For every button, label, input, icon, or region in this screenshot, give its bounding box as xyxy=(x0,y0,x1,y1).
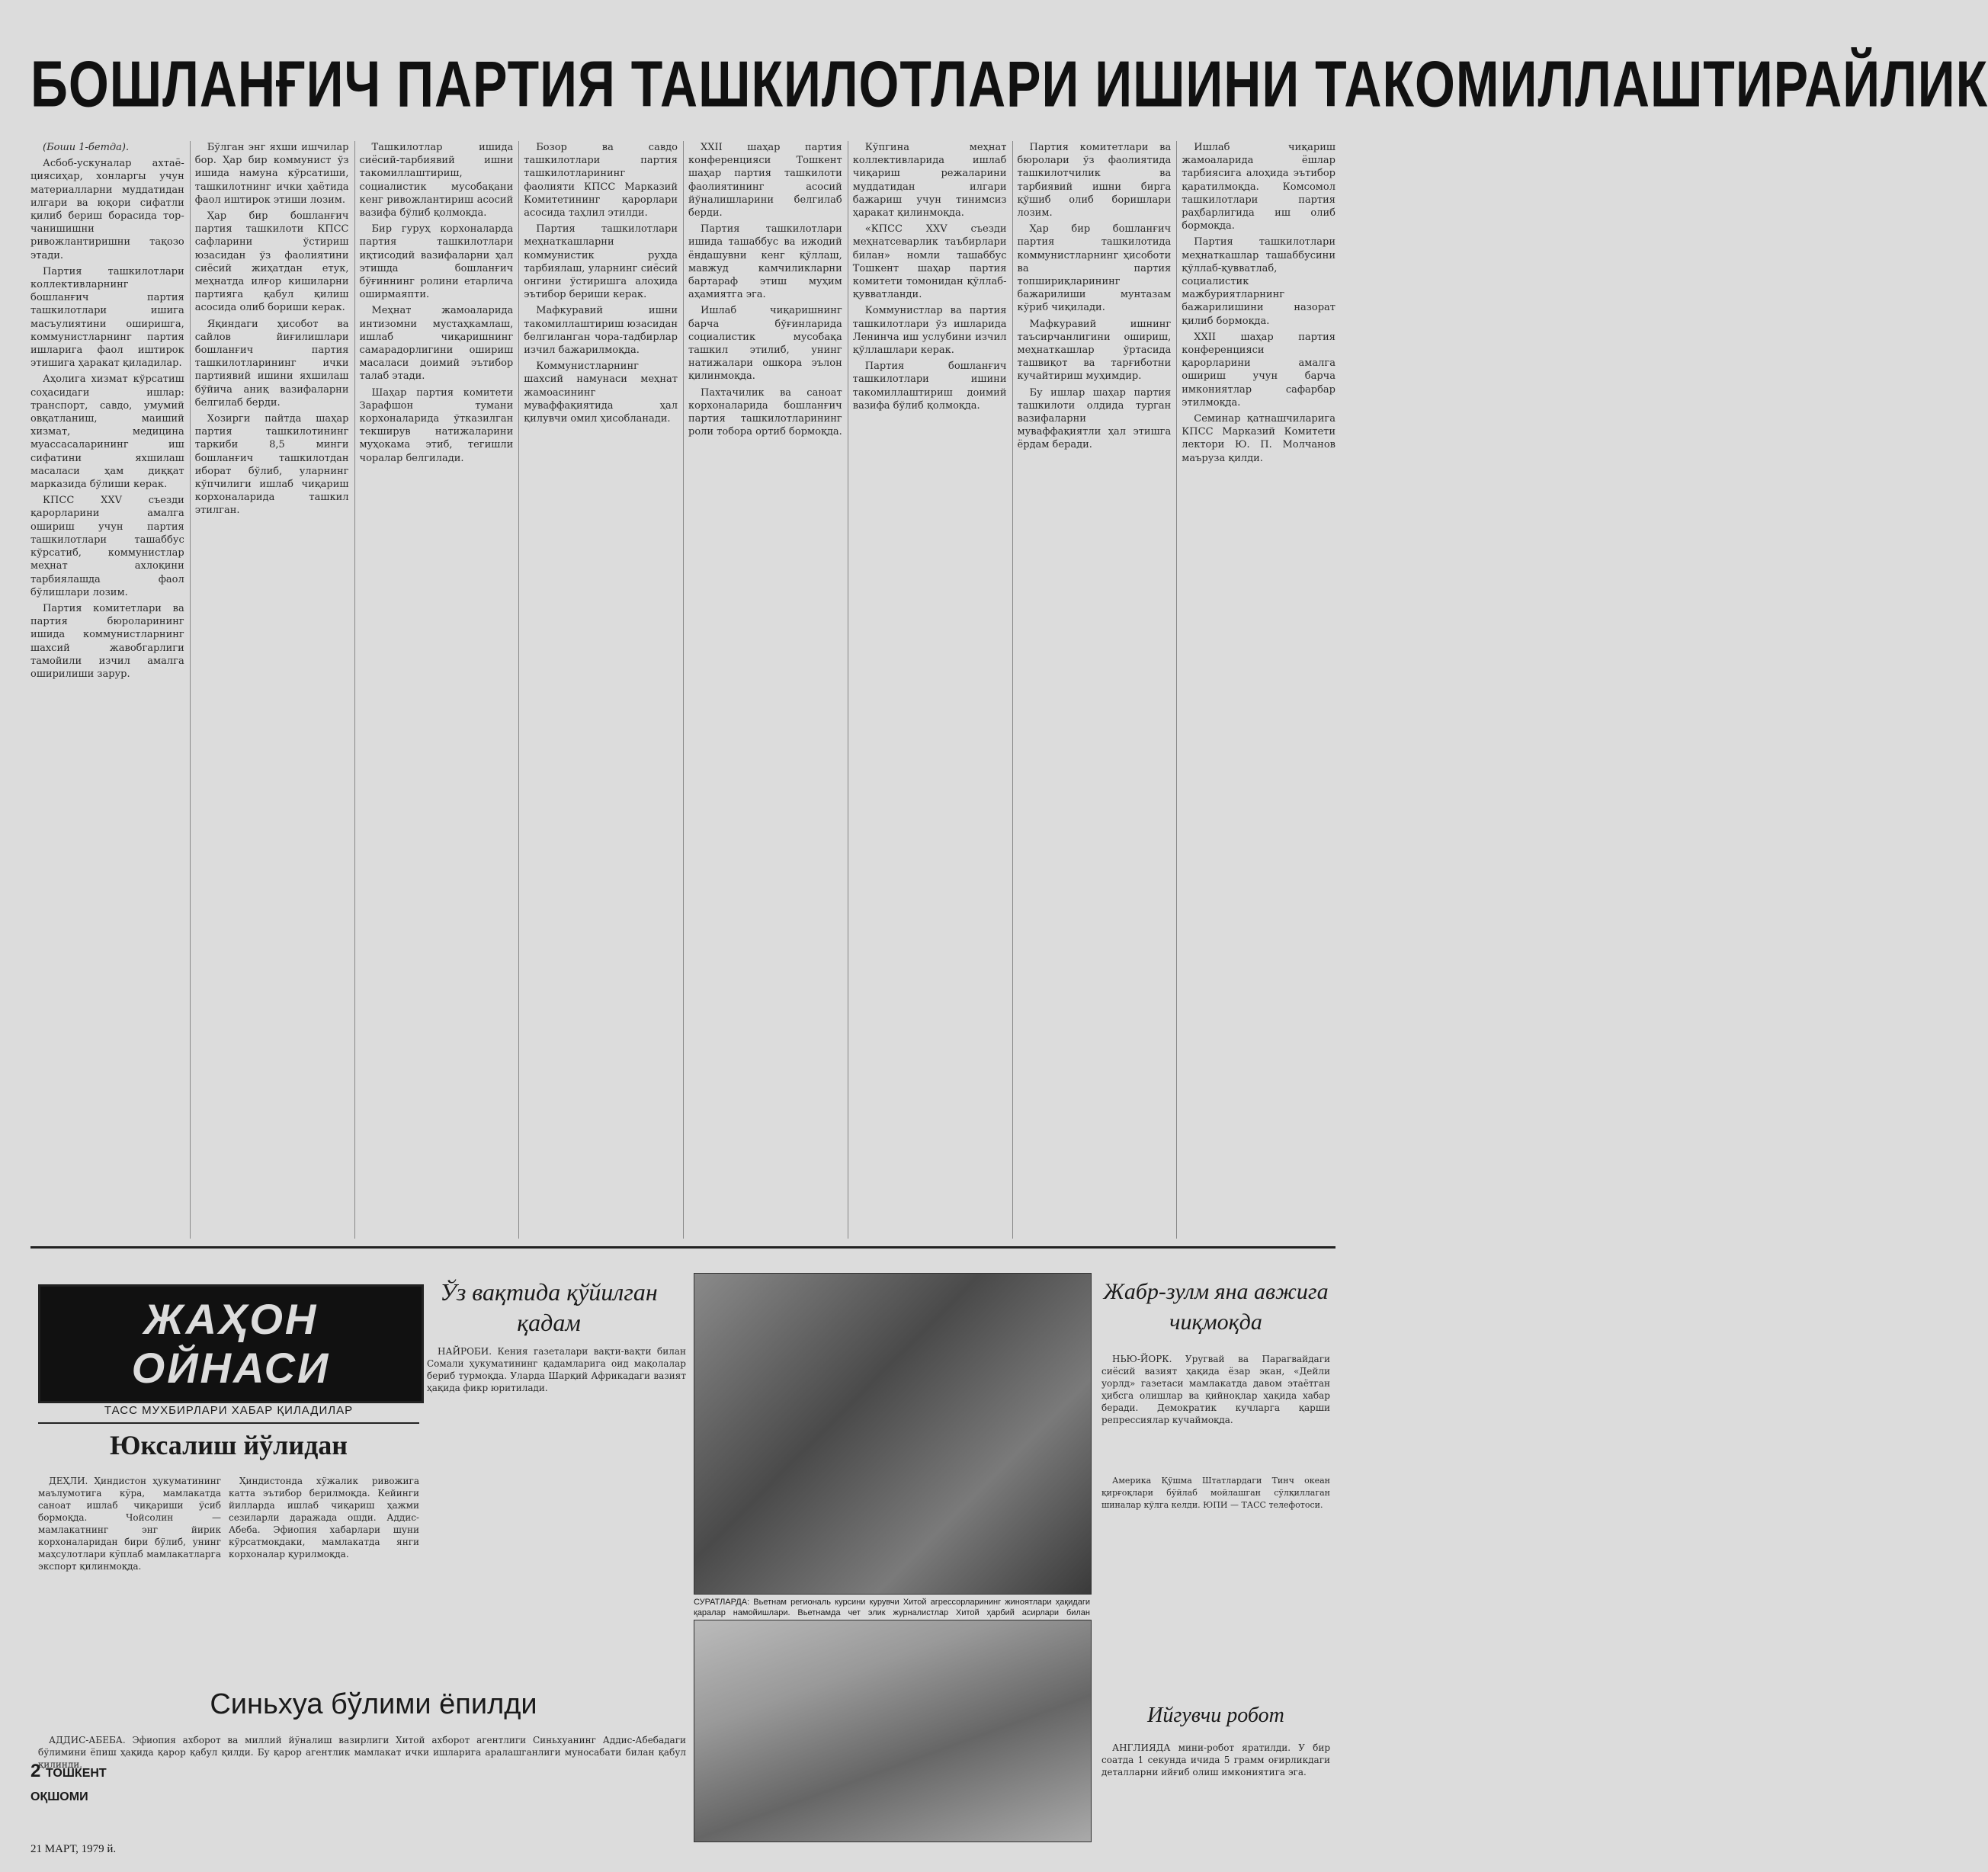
article-paragraph: Ташкилотлар ишида сиёсий-тарбиявий ишни такомиллаштириш, социалистик мусобақани кенг ривожлантириш асосий вазифа бўлиб қолмоқда. xyxy=(359,142,514,220)
article-paragraph: Мафкуравий ишни такомиллаштириш юзасидан белгиланган чора-тадбирлар изчил бажарилмоқда. xyxy=(524,305,678,357)
article-paragraph: Бу ишлар шаҳар партия ташкилоти олдида турган вазифаларни муваффақиятли ҳал этишга ёрдам беради. xyxy=(1017,386,1172,451)
article-paragraph: КПСС XXV съезди қарорларини амалга ошириш учун партия ташкилотлари ташаббус кўрсатиб, коммунистлар меҳнат ахлоқини тарбиялашда фаол бўлишлари лозим. xyxy=(30,495,184,598)
column-rule xyxy=(518,141,519,1239)
column-rule xyxy=(683,141,684,1239)
news-photo-top xyxy=(694,1273,1092,1595)
story-paragraph: НАЙРОБИ. Кения газеталари вақти-вақти билан Сомали ҳукуматининг қадамларига оид мақолалар бериб турмоқда. Уларда Шарқий Африкадаги вазият ҳақида фикр юритилади. xyxy=(427,1346,686,1393)
article-paragraph: Бозор ва савдо ташкилотлари партия ташкилотларининг фаолияти КПСС Марказий Комитетининг қарорлари асосида таҳлил этилди. xyxy=(524,142,678,220)
article-paragraph: Партия бошланғич ташкилотлари ишини такомиллаштириш доимий вазифа бўлиб қолмоқда. xyxy=(852,361,1007,412)
article-paragraph: Ишлаб чиқаришнинг барча бўғинларида социалистик мусобақа ташкил этилиб, унинг натижалари ошкора эълон қилинмоқда. xyxy=(688,305,842,383)
article-paragraph: Партия комитетлари ва бюролари ўз фаолиятида ташкилотчилик ва тарбиявий ишни бирга қўшиб олиб боришлари лозим. xyxy=(1017,142,1172,220)
article-lead: (Боши 1-бетда). xyxy=(43,142,130,153)
section-divider xyxy=(30,1246,1335,1249)
column-rule xyxy=(190,141,191,1239)
newspaper-logo xyxy=(30,1761,152,1806)
main-headline: БОШЛАНҒИЧ ПАРТИЯ ТАШКИЛОТЛАРИ ИШИНИ ТАКОМИЛЛАШТИРАЙЛИК xyxy=(30,48,1988,121)
story-title-timely-step: Ўз вақтида қўйилган қадам xyxy=(440,1278,658,1336)
story-body-robot xyxy=(1101,1742,1330,1841)
world-news-title: ЖАҲОН ОЙНАСИ xyxy=(131,1295,331,1392)
article-column xyxy=(30,141,184,1239)
article-paragraph: Партия ташкилотлари ишида ташаббус ва ижодий ёндашувни кенг қўллаш, мавжуд камчиликларни бартараф этиш муҳим аҳамиятга эга. xyxy=(688,223,842,301)
story-title-robot: Ийгувчи робот xyxy=(1147,1704,1284,1727)
story-paragraph: Ҳиндистонда хўжалик ривожига катта эътибор берилмоқда. Кейинги йилларда ишлаб чиқариш ҳажми сезиларли даражада ошди. Аддис-Абеба. Эфиопия хабарлари шуни кўрсатмоқдаки, мамлакатда янги корхоналар қурилмоқда. xyxy=(229,1476,419,1559)
article-paragraph: Коммунистларнинг шахсий намунаси меҳнат жамоасининг муваффақиятида ҳал қилувчи омил ҳисобланади. xyxy=(524,361,678,425)
article-paragraph: Партия комитетлари ва партия бюроларининг ишида коммунистларнинг шахсий жавобгарлиги тамойили изчил амалга оширилиши зарур. xyxy=(30,602,184,680)
article-paragraph: «КПСС XXV съезди меҳнатсеварлик таъбирлари билан» номли ташаббус Тошкент шаҳар партия комитети томонидан қўллаб-қувватланди. xyxy=(852,223,1007,301)
article-paragraph: Аҳолига хизмат кўрсатиш соҳасидаги ишлар: транспорт, савдо, умумий овқатланиш, маиший хизмат, медицина муассасаларининг иш сифатини яхшилаш масаласи ҳам диққат марказида бўлиши керак. xyxy=(30,373,184,491)
article-columns xyxy=(30,141,1335,1239)
article-column xyxy=(524,141,678,1239)
article-column xyxy=(195,141,349,1239)
story-paragraph: НЬЮ-ЙОРК. Уругвай ва Парагвайдаги сиёсий вазият ҳақида ёзар экан, «Дейли уорлд» газетаси мамлакатда давом этаётган ҳибсга олишлар ва қийноқлар ҳақида хабар беради. Демократик кучларга қарши репрессиялар кучаймоқда. xyxy=(1101,1354,1330,1425)
news-photo-bottom xyxy=(694,1620,1092,1842)
article-paragraph: XXII шаҳар партия конференцияси қарорларини амалга ошириш учун барча имкониятлар сафарбар этилмоқда. xyxy=(1182,331,1335,409)
story-title-oppression: Жабр-зулм яна авжига чиқмоқда xyxy=(1103,1279,1329,1335)
world-news-banner xyxy=(38,1284,424,1403)
story-body-development-cont xyxy=(229,1475,419,1673)
article-paragraph: Партия ташкилотлари меҳнаткашлар ташаббусини қўллаб-қувватлаб, социалистик мажбуриятларнинг бажарилишини назорат қилиб бормоқда. xyxy=(1182,236,1335,327)
logo-text: ТОШКЕНТ ОҚШОМИ xyxy=(30,1767,107,1803)
article-paragraph: Пахтачилик ва саноат корхоналарида бошланғич партия ташкилотларининг роли тобора ортиб бормоқда. xyxy=(688,386,842,438)
column-rule xyxy=(354,141,355,1239)
column-rule xyxy=(1012,141,1013,1239)
article-column xyxy=(853,141,1007,1239)
story-title-xinhua: Синьхуа бўлими ёпилди xyxy=(210,1688,537,1720)
story-paragraph: АНГЛИЯДА мини-робот яратилди. У бир соатда 1 секунда ичида 5 грамм оғирликдаги деталларни ийғиб олиш имкониятига эга. xyxy=(1101,1742,1330,1777)
story-body-timely-step xyxy=(427,1345,686,1673)
tass-label: ТАСС МУХБИРЛАРИ ХАБАР ҚИЛАДИЛАР xyxy=(38,1404,419,1424)
article-paragraph: Ҳар бир бошланғич партия ташкилотида коммунистларнинг ҳисоботи ва партия топшириқларининг бажарилиши мунтазам кўриб чиқилади. xyxy=(1017,223,1172,314)
world-news-section xyxy=(30,1246,1335,1852)
article-paragraph: Шаҳар партия комитети Зарафшон тумани корхоналарида ўтказилган текширув натижаларини муҳокама этиб, тегишли чоралар белгилади. xyxy=(359,386,514,464)
page-number: 2 xyxy=(30,1761,41,1781)
article-paragraph: Асбоб-ускуналар ахтаё-циясиҳар, хонларгы учун материалларни муддатидан илгари ва юқори сифатли қилиб бериш борасида тор-чанишишни ривожлантиришни тақозо этади. xyxy=(30,158,184,261)
issue-date: 21 МАРТ, 1979 й. xyxy=(30,1843,117,1855)
article-paragraph: Партия ташкилотлари меҳнаткашларни коммунистик руҳда тарбиялаш, уларнинг сиёсий онгини ўстиришга алоҳида эътибор бериши керак. xyxy=(524,223,678,301)
column-rule xyxy=(1176,141,1177,1239)
story-paragraph: АДДИС-АБЕБА. Эфиопия ахборот ва миллий йўналиш вазирлиги Хитой ахборот агентлиги Синьхуанинг Аддис-Абебадаги бўлимини ёпиш ҳақида қарор қабул қилди. Бу қарор агентлик мамлакат ички ишларига аралашганлиги муносабати билан қабул қилинди. xyxy=(38,1735,686,1770)
article-column xyxy=(1182,141,1335,1239)
article-paragraph: Мафкуравий ишнинг таъсирчанлигини ошириш, меҳнаткашлар ўртасида ташвиқот ва тарғиботни кучайтириш муҳимдир. xyxy=(1017,318,1172,383)
article-paragraph: Коммунистлар ва партия ташкилотлари ўз ишларида Ленинча иш услубини изчил қўллашлари керак. xyxy=(852,305,1007,357)
article-paragraph: Бир гуруҳ корхоналарда партия ташкилотлари иқтисодий вазифаларни ҳал этишда бошланғич бўғиннинг ролини етарлича оширмаяпти. xyxy=(359,223,514,301)
article-paragraph: Бўлган энг яхши ишчилар бор. Ҳар бир коммунист ўз ишида намуна кўрсатиши, ташкилотнинг ички ҳаётида фаол иштирок этиши лозим. xyxy=(194,142,349,206)
article-paragraph: Меҳнат жамоаларида интизомни мустаҳкамлаш, ишлаб чиқаришнинг самарадорлигини ошириш масаласи доимий эътибор талаб этади. xyxy=(359,305,514,383)
article-paragraph: Ҳар бир бошланғич партия ташкилоти КПСС сафларини ўстириш юзасидан ўз фаолиятини сиёсий жиҳатдан етук, меҳнатда илғор кишиларни партияга қабул қилиш асосида олиб бориши керак. xyxy=(194,210,349,314)
story-body-development xyxy=(38,1475,221,1673)
story-title-development: Юксалиш йўлидан xyxy=(109,1430,348,1460)
article-paragraph: Партия ташкилотлари коллективларнинг бошланғич партия ташкилотлари ишига масъулиятини оширишга, коммунистларнинг партия ишларига фаол иштирок этишига ҳаракат қиладилар. xyxy=(30,265,184,370)
article-paragraph: Кўпгина меҳнат коллективларида ишлаб чиқариш режаларини муддатидан илгари бажариш учун тинимсиз ҳаракат қилинмоқда. xyxy=(852,142,1007,220)
article-column xyxy=(688,141,842,1239)
caption-paragraph: Америка Қўшма Штатлардаги Тинч океан қирғоқлари бўйлаб мойлашган сўлқиллаган шиналар кўлга келди. ЮПИ — ТАСС телефотоси. xyxy=(1101,1476,1330,1510)
photo-caption-bottom xyxy=(1101,1475,1330,1566)
photo-caption-top: СУРАТЛАРДА: Вьетнам региональ курсини курувчи Хитой агрессорларининг жиноятлари ҳақидаги қаралар намойишлари. Вьетнамда чет элик журналистлар Хитой ҳарбий асирлари билан xyxy=(694,1598,1090,1617)
article-paragraph: Ишлаб чиқариш жамоаларида ёшлар тарбиясига алоҳида эътибор қаратилмоқда. Комсомол ташкилотлари партия раҳбарлигида иш олиб бормоқда. xyxy=(1182,142,1335,232)
article-column xyxy=(1018,141,1172,1239)
story-paragraph: ДЕҲЛИ. Ҳиндистон ҳукуматининг маълумотига кўра, мамлакатда саноат ишлаб чиқариши ўсиб бормоқда. Чойсолин — мамлакатнинг энг йирик корхоналаридан бири бўлиб, унинг маҳсулотлари кўплаб мамлакатларга экспорт қилинмоқда. xyxy=(38,1476,221,1572)
article-paragraph: Яқиндаги ҳисобот ва сайлов йиғилишлари бошланғич партия ташкилотларининг ички партиявий ишини яхшилаш бўйича аниқ вазифаларни белгилаб берди. xyxy=(194,318,349,409)
article-paragraph: XXII шаҳар партия конференцияси Тошкент шаҳар партия ташкилоти фаолиятининг асосий йўналишларини белгилаб берди. xyxy=(688,142,842,220)
article-column xyxy=(360,141,514,1239)
article-paragraph: Хозирги пайтда шаҳар партия ташкилотининг таркиби 8,5 минги бошланғич ташкилотдан иборат бўлиб, уларнинг кўпчилиги ишлаб чиқариш корхоналарида ташкил этилган. xyxy=(194,413,349,517)
article-paragraph: Семинар қатнашчиларига КПСС Марказий Комитети лектори Ю. П. Молчанов маъруза қилди. xyxy=(1182,413,1335,464)
